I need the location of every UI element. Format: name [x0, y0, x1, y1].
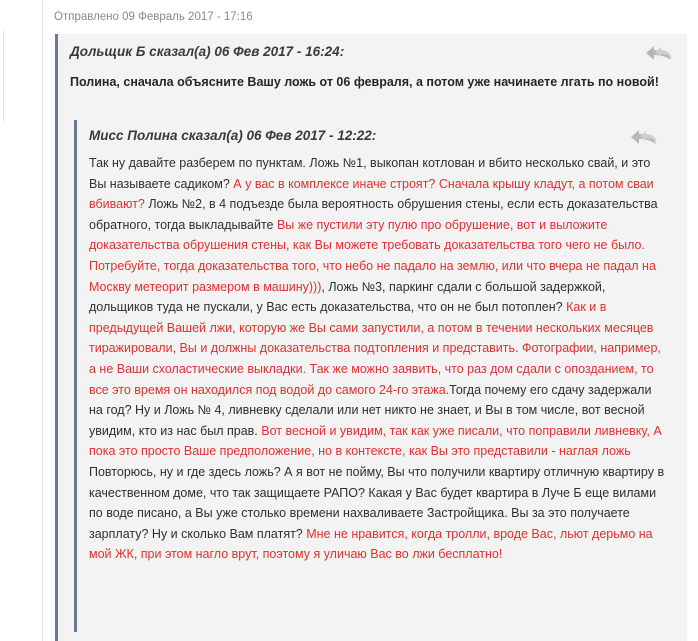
text-segment: Так ну давайте разберем по пунктам. Ложь №1, выкопан котлован и вбито несколько свай, и это Вы называете садиком? — [89, 156, 651, 191]
text-segment: , Ложь №3, паркинг сдали с большой задержкой, дольщиков туда не пускали, у Вас есть доказательства, что он не был потоплен? — [89, 279, 606, 315]
reply-icon[interactable] — [630, 128, 658, 146]
text-segment: Тогда почему его сдачу задержали на год? Ну и Ложь № 4, ливневку сделали или нет никто не знает, и Вы в том числе, вот весной увидим, кто из нас был прав. — [89, 382, 652, 438]
text-segment: Ложь №2, в 4 подъезде была вероятность обрушения стены, если есть доказательства обратного, тогда выкладывайте — [89, 197, 658, 232]
text-segment-red: Как и в предыдущей Вашей лжи, которую же Вы сами запустили, а потом в течении нескольких месяцев тиражировали, Вы и должны доказательства подтопления и представить. Фотографии, например, а не Ваши схоластические выкладки. Так же можно заявить, что раз дом сдали с опозданием, то все это время он находился под водой до самого 24-го этажа. — [89, 300, 661, 397]
outer-quote — [55, 34, 687, 641]
text-segment-red: Вы же пустили эту пулю про обрушение, вот и выложите доказательства обрушения стены, как Вы можете требовать доказательства того чего не было. Потребуйте, тогда доказательства того, что небо не падало на землю, или что вчера не падал на Москву метеорит размером в машину))) — [89, 217, 656, 294]
posted-date: Отправлено 09 Февраль 2017 - 17:16 — [54, 11, 253, 23]
text-segment: Повторюсь, ну и где здесь ложь? А я вот не пойму, Вы что получили квартиру отличную квартиру в качественном доме, что так защищаете РАПО? Какая у Вас будет квартира в Луче Б еще вилами по воде писано, а Вы уже столько времени нахваливаете Застройщика. Вы за это получаете зарплату? Ну и сколько Вам платят? — [89, 464, 665, 541]
inner-quote — [74, 120, 674, 632]
text-segment-red: Мне не нравится, когда тролли, вроде Вас, льют дерьмо на мой ЖК, при этом нагло врут, поэтому я уличаю Вас во лжи бесплатно! — [89, 526, 653, 562]
text-segment-red: А у вас в комплексе иначе строят? Сначала крышу кладут, а потом сваи вбивают? — [89, 176, 654, 212]
left-rail — [0, 0, 43, 641]
outer-quote-author: Дольщик Б сказал(а) 06 Фев 2017 - 16:24: — [70, 44, 345, 59]
text-segment-red: Вот весной и увидим, так как уже писали, что поправили ливневку, А пока это просто Ваше предположение, но в контексте, как Вы это представили - наглая ложь — [89, 423, 662, 459]
reply-icon[interactable] — [645, 44, 673, 62]
inner-quote-text — [89, 153, 667, 565]
inner-quote-author: Мисс Полина сказал(а) 06 Фев 2017 - 12:22: — [89, 128, 377, 143]
rail-divider — [0, 30, 4, 122]
outer-quote-text: Полина, сначала объясните Вашу ложь от 06 февраля, а потом уже начинаете лгать по новой! — [70, 75, 659, 89]
